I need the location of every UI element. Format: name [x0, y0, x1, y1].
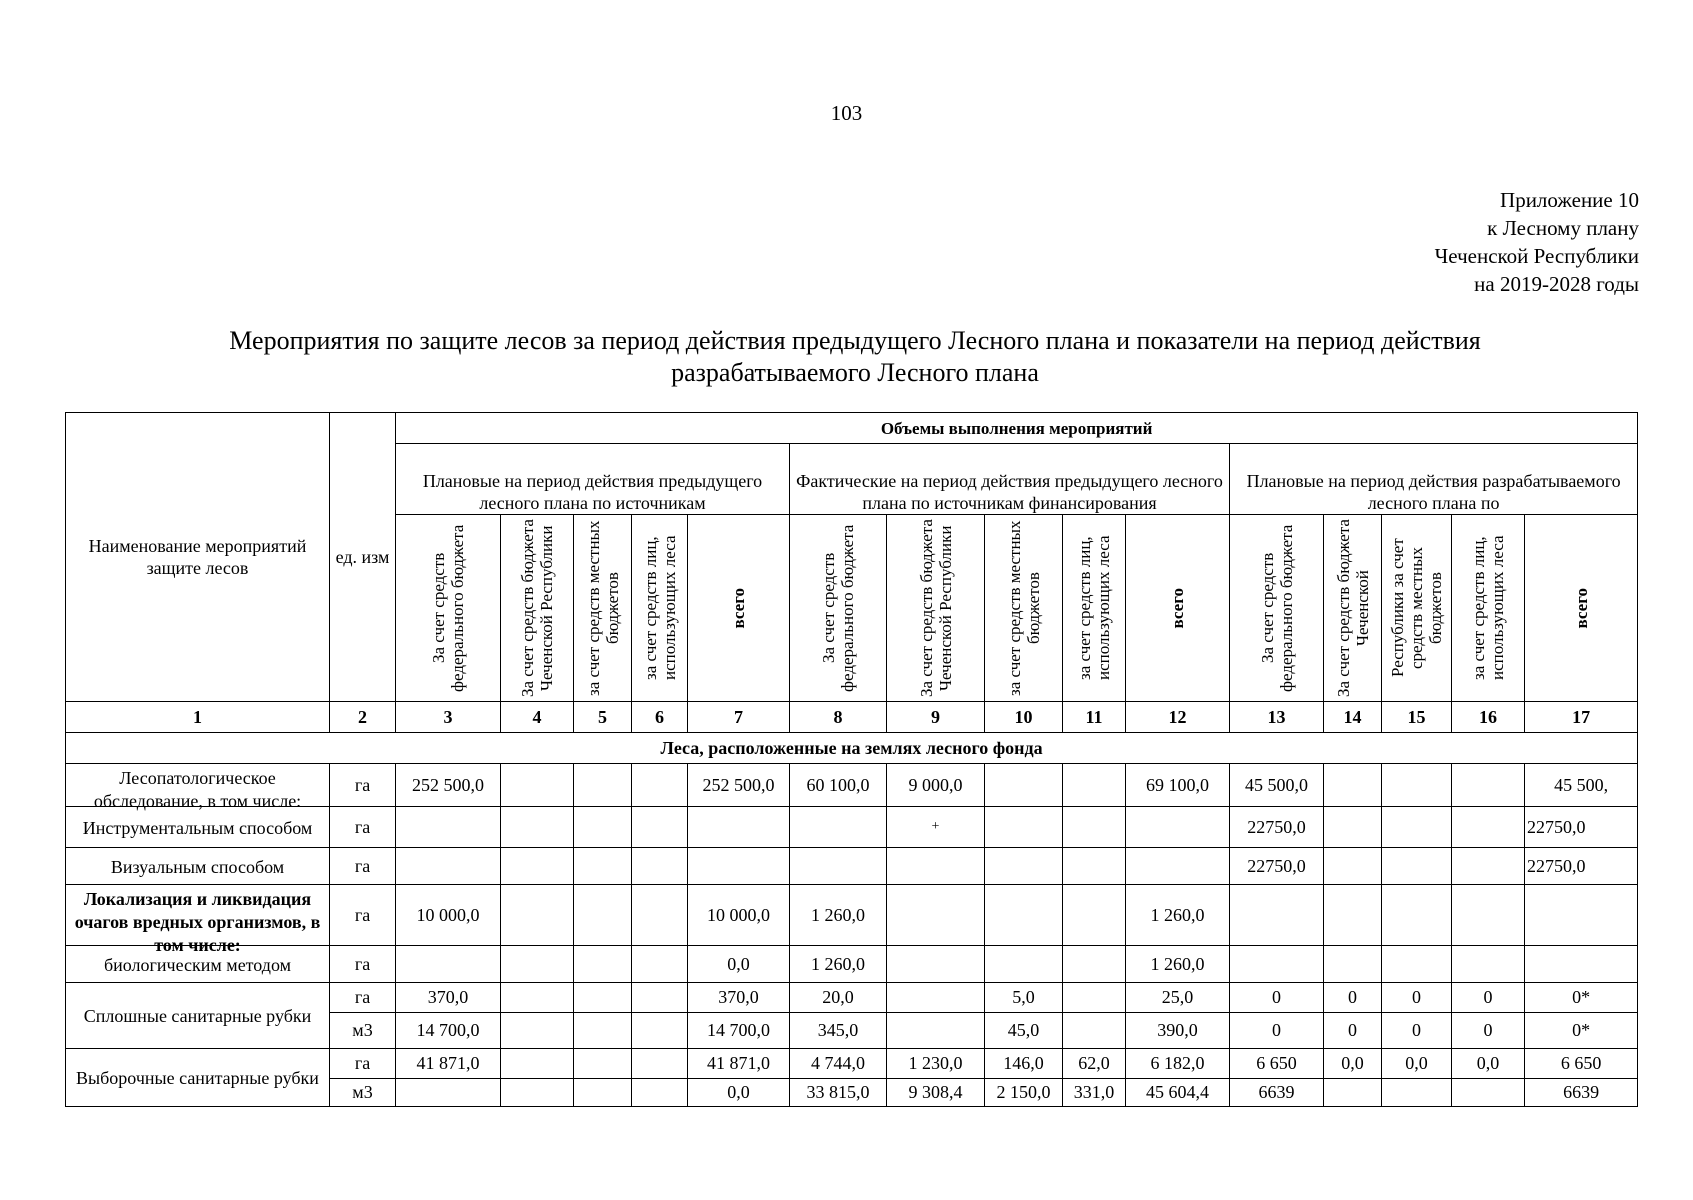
header-planned-prev: Плановые на период действия предыдущего лесного плана по источникам	[396, 444, 790, 515]
cell-col-16	[1452, 848, 1525, 885]
cell-col-13: 0	[1230, 983, 1324, 1013]
cell-col-15	[1382, 764, 1452, 807]
column-number: 8	[790, 702, 887, 733]
cell-col-16	[1452, 764, 1525, 807]
cell-col-11	[1063, 764, 1126, 807]
page-number: 103	[830, 101, 863, 125]
cell-col-17: 6639	[1525, 1079, 1638, 1107]
cell-col-9: 9 308,4	[887, 1079, 985, 1107]
appendix-line: Чеченской Республики	[1434, 244, 1639, 268]
cell-col-3: 370,0	[396, 983, 501, 1013]
column-number: 16	[1452, 702, 1525, 733]
cell-col-3: 14 700,0	[396, 1013, 501, 1049]
cell-col-12: 1 260,0	[1126, 946, 1230, 983]
cell-col-17: 22750,0	[1525, 807, 1638, 848]
header-planned-new: Плановые на период действия разрабатываемого лесного плана по	[1230, 444, 1638, 515]
row-name	[66, 764, 330, 811]
cell-col-7: 14 700,0	[688, 1013, 790, 1049]
cell-col-14	[1324, 1079, 1382, 1107]
cell-col-7: 10 000,0	[688, 885, 790, 946]
cell-col-4	[501, 983, 574, 1013]
cell-col-16	[1452, 807, 1525, 848]
column-number: 9	[887, 702, 985, 733]
cell-col-14: 0	[1324, 1013, 1382, 1049]
cell-col-4	[501, 1079, 574, 1107]
cell-col-4	[501, 764, 574, 807]
table-row	[66, 848, 1638, 885]
cell-col-4	[501, 1013, 574, 1049]
cell-col-11	[1063, 1013, 1126, 1049]
cell-col-8: 20,0	[790, 983, 887, 1013]
cell-col-16: 0,0	[1452, 1049, 1525, 1079]
table-row	[66, 764, 1638, 807]
cell-col-8	[790, 807, 887, 848]
appendix-line: Приложение 10	[1500, 188, 1639, 212]
cell-col-16	[1452, 1079, 1525, 1107]
cell-col-17	[1525, 946, 1638, 983]
column-number: 1	[66, 702, 330, 733]
cell-col-11	[1063, 848, 1126, 885]
row-unit: га	[330, 946, 396, 983]
cell-col-7	[688, 848, 790, 885]
cell-col-13: 6639	[1230, 1079, 1324, 1107]
column-number: 6	[632, 702, 688, 733]
title-line-1: Мероприятия по защите лесов за период действия предыдущего Лесного плана и показатели на период действия	[229, 326, 1481, 355]
subheader-col-3: За счет средств федерального бюджета	[396, 515, 501, 702]
cell-col-16: 0	[1452, 1013, 1525, 1049]
subheader-col-10: за счет средств местных бюджетов	[985, 515, 1063, 702]
cell-col-15	[1382, 848, 1452, 885]
subheader-col-11: за счет средств лиц, использующих леса	[1063, 515, 1126, 702]
subheader-col-5: за счет средств местных бюджетов	[574, 515, 632, 702]
row-unit: га	[330, 807, 396, 848]
cell-col-12: 6 182,0	[1126, 1049, 1230, 1079]
document-title	[140, 325, 1570, 389]
cell-col-8: 4 744,0	[790, 1049, 887, 1079]
cell-col-12: 45 604,4	[1126, 1079, 1230, 1107]
cell-col-11	[1063, 807, 1126, 848]
cell-col-5	[574, 1049, 632, 1079]
cell-col-16	[1452, 946, 1525, 983]
cell-col-15	[1382, 1079, 1452, 1107]
cell-col-9	[887, 885, 985, 946]
row-name	[66, 885, 330, 955]
forest-protection-table	[65, 412, 1638, 1107]
cell-col-5	[574, 764, 632, 807]
column-number: 11	[1063, 702, 1126, 733]
cell-col-13	[1230, 885, 1324, 946]
cell-col-17: 0*	[1525, 983, 1638, 1013]
subheader-col-6: за счет средств лиц, использующих леса	[632, 515, 688, 702]
cell-col-4	[501, 946, 574, 983]
cell-col-4	[501, 885, 574, 946]
cell-col-7: 370,0	[688, 983, 790, 1013]
cell-col-8: 345,0	[790, 1013, 887, 1049]
row-name	[66, 848, 330, 885]
cell-col-13: 22750,0	[1230, 848, 1324, 885]
cell-col-12	[1126, 807, 1230, 848]
cell-col-16: 0	[1452, 983, 1525, 1013]
cell-col-7	[688, 807, 790, 848]
appendix-note	[1435, 186, 1639, 298]
cell-col-17: 22750,0	[1525, 848, 1638, 885]
row-name-text: биологическим методом	[104, 954, 291, 975]
subheader-col-8: За счет средств федерального бюджета	[790, 515, 887, 702]
subheader-col-16: за счет средств лиц, использующих леса	[1452, 515, 1525, 702]
cell-col-6	[632, 885, 688, 946]
title-line-2: разрабатываемого Лесного плана	[671, 358, 1039, 387]
cell-col-6	[632, 983, 688, 1013]
subheader-col-15: Республики за счет средств местных бюджетов	[1382, 515, 1452, 702]
table-row	[66, 807, 1638, 848]
cell-col-10: 45,0	[985, 1013, 1063, 1049]
cell-col-12: 69 100,0	[1126, 764, 1230, 807]
cell-col-10	[985, 764, 1063, 807]
cell-col-10	[985, 885, 1063, 946]
subheader-col-17: всего	[1525, 515, 1638, 702]
cell-col-7: 0,0	[688, 1079, 790, 1107]
cell-col-15	[1382, 885, 1452, 946]
subheader-col-13: За счет средств федерального бюджета	[1230, 515, 1324, 702]
row-name: Выборочные санитарные рубки	[66, 1049, 330, 1107]
column-number: 15	[1382, 702, 1452, 733]
cell-col-11: 331,0	[1063, 1079, 1126, 1107]
row-unit: га	[330, 983, 396, 1013]
header-unit: ед. изм	[330, 413, 396, 702]
cell-col-12: 1 260,0	[1126, 885, 1230, 946]
cell-col-15	[1382, 807, 1452, 848]
row-name-text: Визуальным способом	[110, 856, 285, 877]
cell-col-14	[1324, 764, 1382, 807]
cell-col-6	[632, 1049, 688, 1079]
cell-col-8: 60 100,0	[790, 764, 887, 807]
cell-col-6	[632, 807, 688, 848]
table-row	[66, 983, 1638, 1013]
row-name-text: Локализация и ликвидация очагов вредных организмов, в том числе:	[74, 889, 321, 955]
cell-col-17: 6 650	[1525, 1049, 1638, 1079]
cell-col-9: 1 230,0	[887, 1049, 985, 1079]
subheader-col-14: За счет средств бюджета Чеченской	[1324, 515, 1382, 702]
subheader-col-9: За счет средств бюджета Чеченской Республики	[887, 515, 985, 702]
cell-col-3	[396, 848, 501, 885]
cell-col-17	[1525, 885, 1638, 946]
cell-col-4	[501, 807, 574, 848]
cell-col-9	[887, 946, 985, 983]
cell-col-10	[985, 946, 1063, 983]
cell-col-5	[574, 983, 632, 1013]
cell-col-12: 390,0	[1126, 1013, 1230, 1049]
plus-mark: +	[931, 819, 940, 834]
row-unit: м3	[330, 1079, 396, 1107]
cell-col-3: 10 000,0	[396, 885, 501, 946]
column-number: 13	[1230, 702, 1324, 733]
row-unit: га	[330, 1049, 396, 1079]
cell-col-7: 0,0	[688, 946, 790, 983]
cell-col-13: 6 650	[1230, 1049, 1324, 1079]
cell-col-5	[574, 1079, 632, 1107]
cell-col-5	[574, 807, 632, 848]
cell-col-7: 252 500,0	[688, 764, 790, 807]
cell-col-9	[887, 983, 985, 1013]
header-volumes: Объемы выполнения мероприятий	[396, 413, 1638, 444]
subheader-col-4: За счет средств бюджета Чеченской Республики	[501, 515, 574, 702]
cell-col-13: 22750,0	[1230, 807, 1324, 848]
cell-col-9: 9 000,0	[887, 764, 985, 807]
cell-col-14: 0	[1324, 983, 1382, 1013]
column-number: 2	[330, 702, 396, 733]
cell-col-11	[1063, 983, 1126, 1013]
row-unit: га	[330, 848, 396, 885]
column-number: 3	[396, 702, 501, 733]
cell-col-8: 1 260,0	[790, 946, 887, 983]
cell-col-6	[632, 1013, 688, 1049]
cell-col-8	[790, 848, 887, 885]
cell-col-9	[887, 807, 985, 848]
row-unit: м3	[330, 1013, 396, 1049]
cell-col-5	[574, 848, 632, 885]
cell-col-4	[501, 848, 574, 885]
cell-col-9	[887, 848, 985, 885]
cell-col-5	[574, 885, 632, 946]
table-row	[66, 1049, 1638, 1079]
header-actual-prev: Фактические на период действия предыдущего лесного плана по источникам финансирования	[790, 444, 1230, 515]
cell-col-15: 0,0	[1382, 1049, 1452, 1079]
cell-col-4	[501, 1049, 574, 1079]
cell-col-3	[396, 946, 501, 983]
appendix-line: к Лесному плану	[1487, 216, 1639, 240]
column-number: 10	[985, 702, 1063, 733]
cell-col-3: 41 871,0	[396, 1049, 501, 1079]
cell-col-13	[1230, 946, 1324, 983]
cell-col-8: 33 815,0	[790, 1079, 887, 1107]
cell-col-10: 5,0	[985, 983, 1063, 1013]
cell-col-10	[985, 848, 1063, 885]
cell-col-14	[1324, 946, 1382, 983]
header-name: Наименование мероприятий защите лесов	[66, 413, 330, 702]
cell-col-11: 62,0	[1063, 1049, 1126, 1079]
section-title: Леса, расположенные на землях лесного фонда	[66, 733, 1638, 764]
column-number: 12	[1126, 702, 1230, 733]
column-number: 4	[501, 702, 574, 733]
row-name-text: Инструментальным способом	[82, 817, 313, 838]
cell-col-15	[1382, 946, 1452, 983]
cell-col-6	[632, 848, 688, 885]
cell-col-14: 0,0	[1324, 1049, 1382, 1079]
column-number: 14	[1324, 702, 1382, 733]
cell-col-14	[1324, 848, 1382, 885]
cell-col-3: 252 500,0	[396, 764, 501, 807]
cell-col-15: 0	[1382, 1013, 1452, 1049]
cell-col-15: 0	[1382, 983, 1452, 1013]
cell-col-11	[1063, 946, 1126, 983]
column-number: 7	[688, 702, 790, 733]
cell-col-13: 0	[1230, 1013, 1324, 1049]
cell-col-5	[574, 946, 632, 983]
cell-col-10: 146,0	[985, 1049, 1063, 1079]
cell-col-16	[1452, 885, 1525, 946]
cell-col-7: 41 871,0	[688, 1049, 790, 1079]
subheader-col-7: всего	[688, 515, 790, 702]
cell-col-13: 45 500,0	[1230, 764, 1324, 807]
cell-col-12	[1126, 848, 1230, 885]
cell-col-10	[985, 807, 1063, 848]
table-row	[66, 946, 1638, 983]
cell-col-12: 25,0	[1126, 983, 1230, 1013]
appendix-line: на 2019-2028 годы	[1474, 272, 1639, 296]
table-row	[66, 885, 1638, 946]
cell-col-14	[1324, 807, 1382, 848]
cell-col-10: 2 150,0	[985, 1079, 1063, 1107]
cell-col-14	[1324, 885, 1382, 946]
cell-col-6	[632, 946, 688, 983]
row-name: Сплошные санитарные рубки	[66, 983, 330, 1049]
subheader-col-12: всего	[1126, 515, 1230, 702]
cell-col-3	[396, 807, 501, 848]
cell-col-17: 45 500,	[1525, 764, 1638, 807]
cell-col-6	[632, 764, 688, 807]
row-name-text: Лесопатологическое обследование, в том числе:	[93, 768, 302, 811]
cell-col-6	[632, 1079, 688, 1107]
cell-col-17: 0*	[1525, 1013, 1638, 1049]
row-unit: га	[330, 764, 396, 807]
cell-col-3	[396, 1079, 501, 1107]
cell-col-8: 1 260,0	[790, 885, 887, 946]
cell-col-5	[574, 1013, 632, 1049]
cell-col-11	[1063, 885, 1126, 946]
row-unit: га	[330, 885, 396, 946]
cell-col-9	[887, 1013, 985, 1049]
column-number: 5	[574, 702, 632, 733]
column-number: 17	[1525, 702, 1638, 733]
